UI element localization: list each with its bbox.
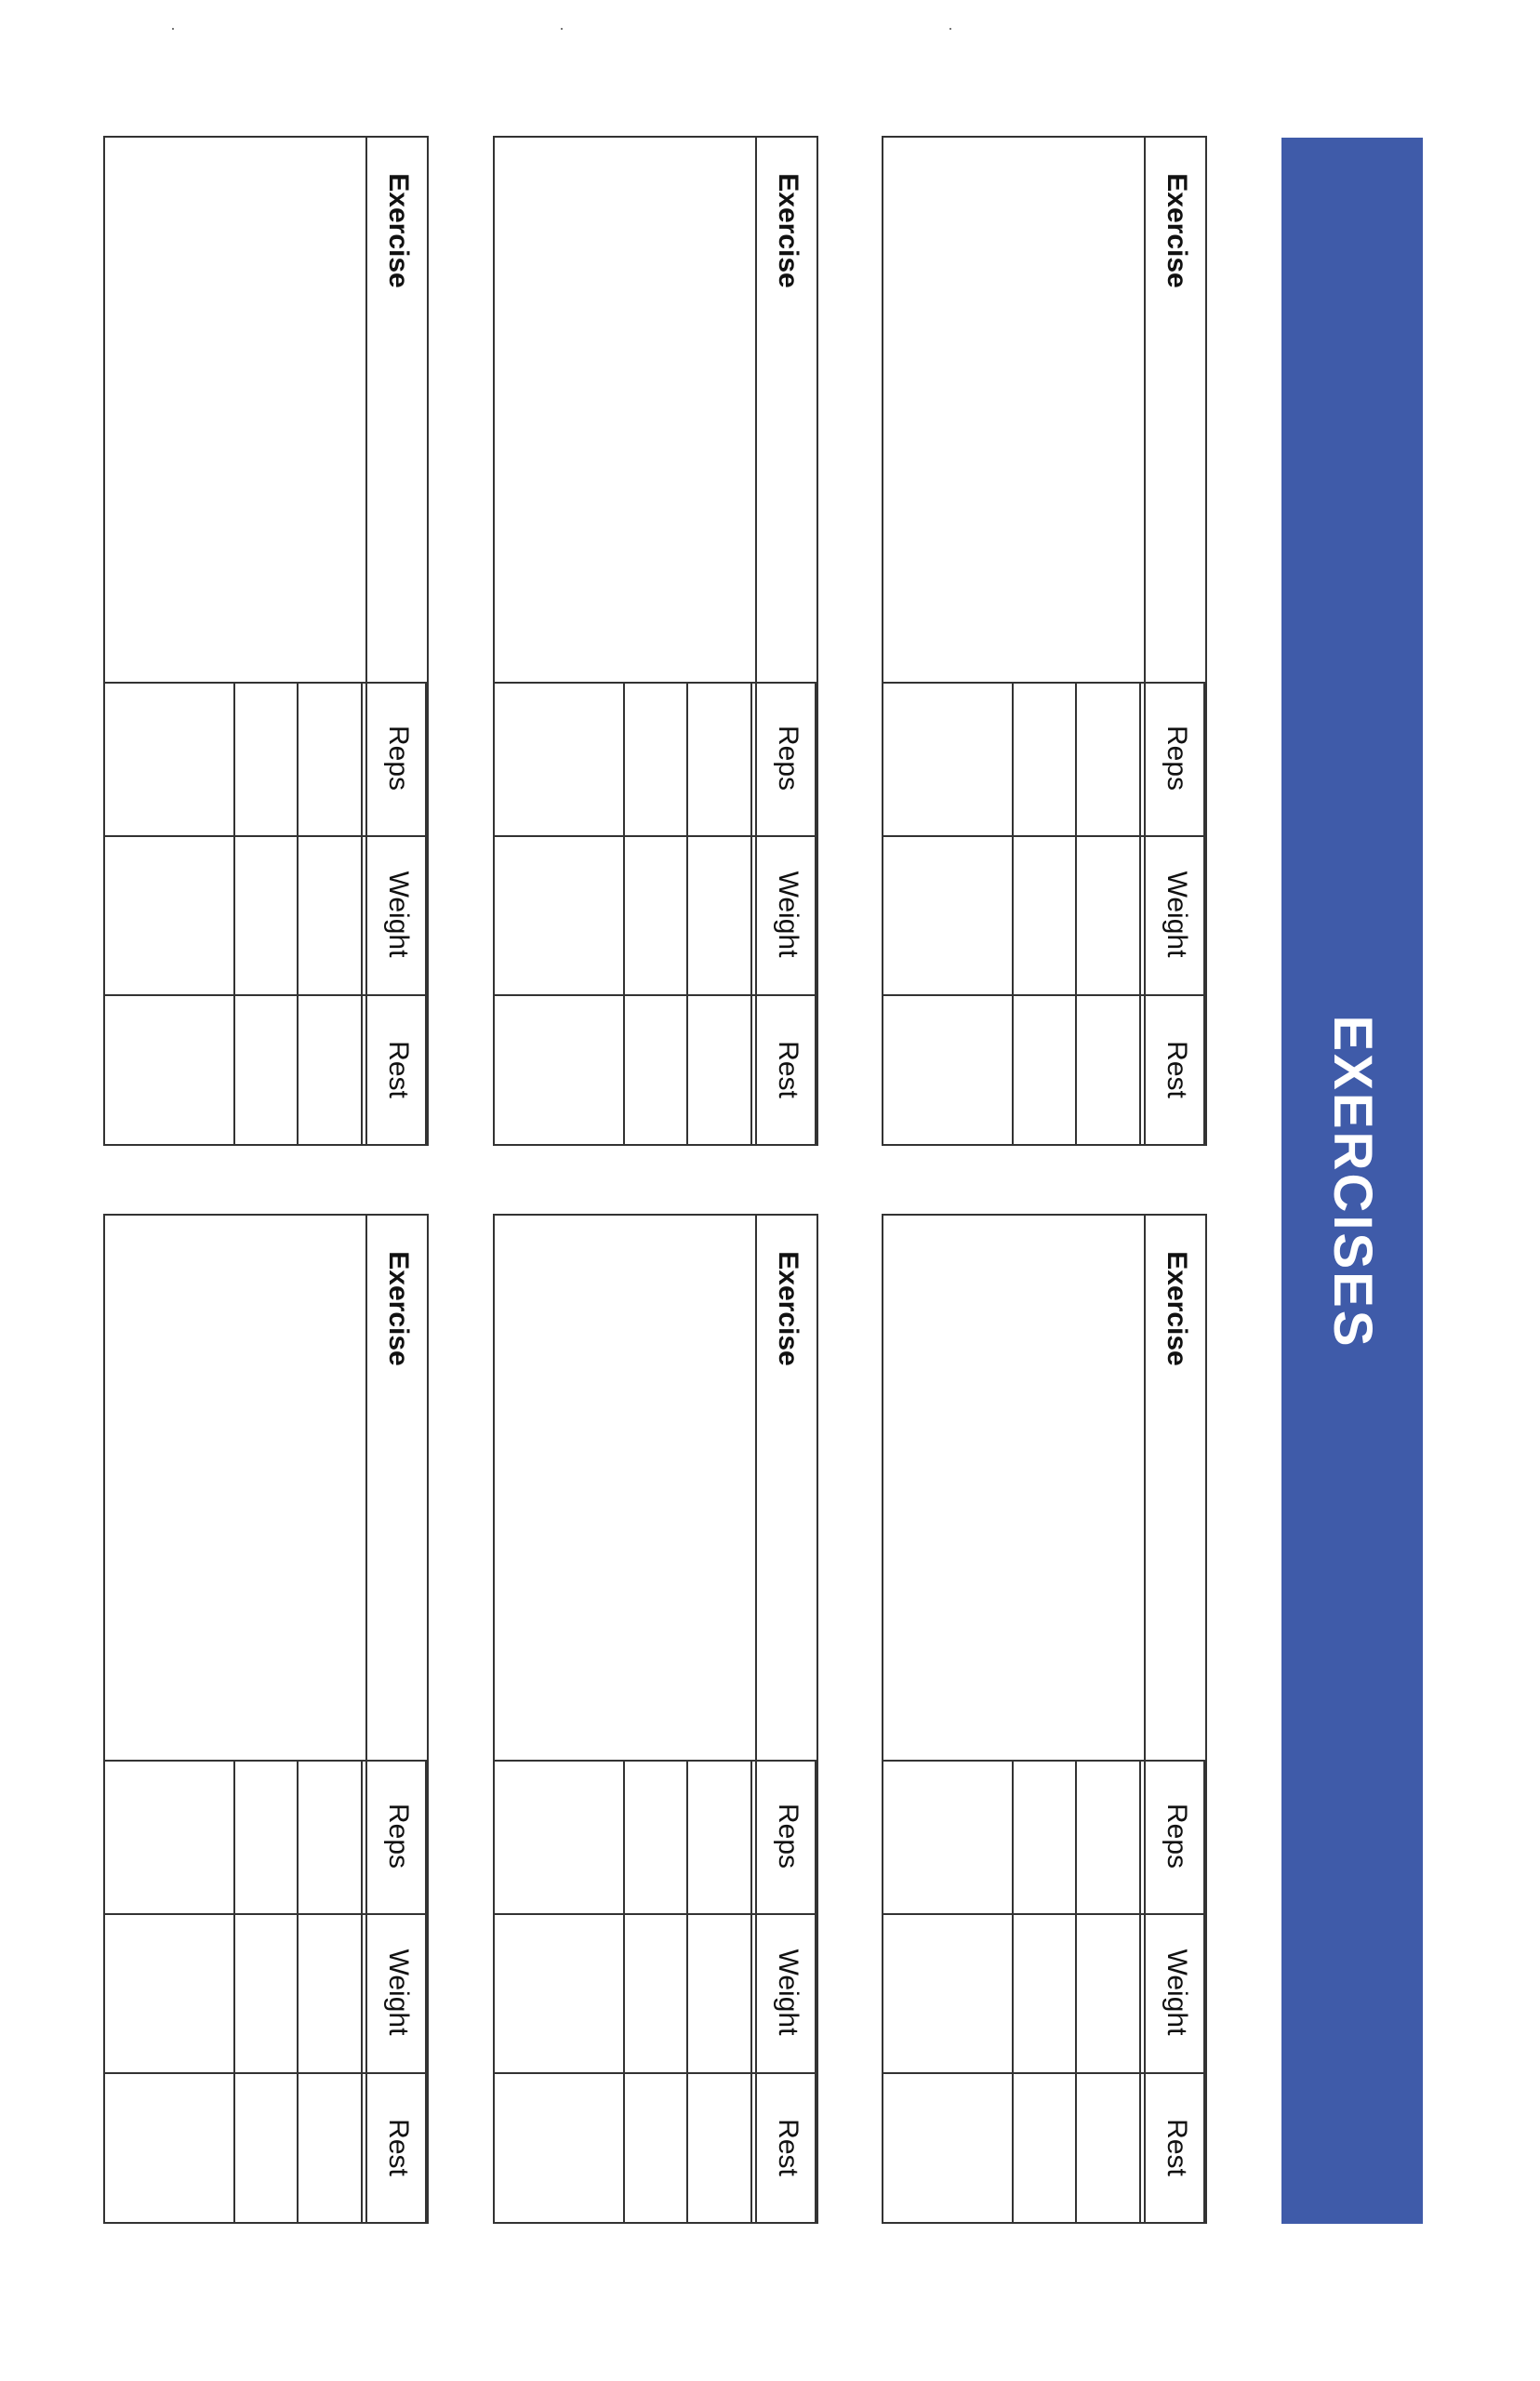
set-weight-cell[interactable] bbox=[299, 1915, 364, 2072]
row-divider bbox=[425, 682, 427, 1144]
set-reps-cell[interactable] bbox=[299, 684, 364, 835]
weight-column-label: Weight bbox=[383, 1949, 414, 2036]
header-divider bbox=[1144, 138, 1146, 1144]
set-reps-cell[interactable] bbox=[689, 684, 753, 835]
row-divider bbox=[425, 1760, 427, 2222]
rest-column-label: Rest bbox=[383, 1041, 414, 1098]
set-weight-cell[interactable] bbox=[1078, 1915, 1142, 2072]
set-reps-cell[interactable] bbox=[625, 684, 689, 835]
set-rest-cell[interactable] bbox=[561, 2074, 625, 2222]
set-weight-cell[interactable] bbox=[1078, 837, 1142, 994]
row-divider bbox=[815, 682, 816, 1144]
exercise-column-label: Exercise bbox=[1162, 1251, 1192, 1366]
set-weight-cell[interactable] bbox=[1014, 1915, 1078, 2072]
set-reps-cell[interactable] bbox=[171, 1762, 235, 1913]
set-reps-cell[interactable] bbox=[235, 684, 299, 835]
set-rest-cell[interactable] bbox=[1078, 996, 1142, 1144]
exercise-card bbox=[103, 1214, 429, 2224]
set-rest-cell[interactable] bbox=[689, 2074, 753, 2222]
set-rest-cell[interactable] bbox=[689, 996, 753, 1144]
exercise-column-label: Exercise bbox=[1162, 173, 1192, 288]
set-rest-cell[interactable] bbox=[235, 996, 299, 1144]
set-reps-cell[interactable] bbox=[625, 1762, 689, 1913]
set-rest-cell[interactable] bbox=[171, 996, 235, 1144]
exercise-name-field[interactable] bbox=[495, 138, 755, 680]
row-divider bbox=[1203, 682, 1205, 1144]
exercise-card bbox=[493, 1214, 818, 2224]
set-rest-cell[interactable] bbox=[1014, 2074, 1078, 2222]
rest-column-label: Rest bbox=[773, 1041, 803, 1098]
reps-column-label: Reps bbox=[383, 1802, 414, 1869]
set-weight-cell[interactable] bbox=[235, 1915, 299, 2072]
rest-column-label: Rest bbox=[383, 2119, 414, 2176]
set-rest-cell[interactable] bbox=[235, 2074, 299, 2222]
set-weight-cell[interactable] bbox=[949, 1915, 1014, 2072]
weight-column-label: Weight bbox=[1162, 871, 1192, 958]
header-divider bbox=[365, 1216, 367, 2222]
weight-column-label: Weight bbox=[773, 1949, 803, 2036]
set-rest-cell[interactable] bbox=[625, 2074, 689, 2222]
header-divider bbox=[755, 138, 757, 1144]
set-reps-cell[interactable] bbox=[1014, 684, 1078, 835]
set-reps-cell[interactable] bbox=[689, 1762, 753, 1913]
header-divider bbox=[365, 138, 367, 1144]
page-title: EXERCISES bbox=[1322, 1015, 1383, 1350]
exercise-card bbox=[882, 136, 1207, 1146]
exercise-card bbox=[493, 136, 818, 1146]
header-divider bbox=[1144, 1216, 1146, 2222]
set-rest-cell[interactable] bbox=[561, 996, 625, 1144]
exercise-card bbox=[882, 1214, 1207, 2224]
set-reps-cell[interactable] bbox=[949, 1762, 1014, 1913]
set-rest-cell[interactable] bbox=[299, 2074, 364, 2222]
weight-column-label: Weight bbox=[383, 871, 414, 958]
exercise-name-field[interactable] bbox=[495, 1216, 755, 1758]
exercise-column-label: Exercise bbox=[383, 173, 414, 288]
set-rest-cell[interactable] bbox=[1014, 996, 1078, 1144]
set-weight-cell[interactable] bbox=[625, 837, 689, 994]
exercise-column-label: Exercise bbox=[773, 1251, 803, 1366]
set-weight-cell[interactable] bbox=[561, 1915, 625, 2072]
set-reps-cell[interactable] bbox=[561, 684, 625, 835]
set-weight-cell[interactable] bbox=[1014, 837, 1078, 994]
reps-column-label: Reps bbox=[383, 725, 414, 791]
set-reps-cell[interactable] bbox=[1014, 1762, 1078, 1913]
set-weight-cell[interactable] bbox=[689, 1915, 753, 2072]
weight-column-label: Weight bbox=[1162, 1949, 1192, 2036]
set-weight-cell[interactable] bbox=[171, 1915, 235, 2072]
set-weight-cell[interactable] bbox=[299, 837, 364, 994]
set-reps-cell[interactable] bbox=[561, 1762, 625, 1913]
set-rest-cell[interactable] bbox=[625, 996, 689, 1144]
reps-column-label: Reps bbox=[773, 725, 803, 791]
set-reps-cell[interactable] bbox=[1078, 684, 1142, 835]
weight-column-label: Weight bbox=[773, 871, 803, 958]
rest-column-label: Rest bbox=[1162, 2119, 1192, 2176]
exercise-name-field[interactable] bbox=[883, 138, 1144, 680]
set-weight-cell[interactable] bbox=[689, 837, 753, 994]
set-rest-cell[interactable] bbox=[299, 996, 364, 1144]
set-rest-cell[interactable] bbox=[949, 996, 1014, 1144]
rest-column-label: Rest bbox=[1162, 1041, 1192, 1098]
crop-mark bbox=[172, 28, 174, 30]
exercise-column-label: Exercise bbox=[773, 173, 803, 288]
set-weight-cell[interactable] bbox=[949, 837, 1014, 994]
set-reps-cell[interactable] bbox=[949, 684, 1014, 835]
row-divider bbox=[815, 1760, 816, 2222]
set-reps-cell[interactable] bbox=[299, 1762, 364, 1913]
set-weight-cell[interactable] bbox=[171, 837, 235, 994]
set-rest-cell[interactable] bbox=[949, 2074, 1014, 2222]
crop-mark bbox=[949, 28, 951, 30]
reps-column-label: Reps bbox=[1162, 725, 1192, 791]
rest-column-label: Rest bbox=[773, 2119, 803, 2176]
exercise-column-label: Exercise bbox=[383, 1251, 414, 1366]
exercise-name-field[interactable] bbox=[105, 138, 365, 680]
reps-column-label: Reps bbox=[1162, 1802, 1192, 1869]
exercise-name-field[interactable] bbox=[883, 1216, 1144, 1758]
set-rest-cell[interactable] bbox=[1078, 2074, 1142, 2222]
exercise-card bbox=[103, 136, 429, 1146]
set-reps-cell[interactable] bbox=[171, 684, 235, 835]
exercise-name-field[interactable] bbox=[105, 1216, 365, 1758]
set-weight-cell[interactable] bbox=[561, 837, 625, 994]
set-reps-cell[interactable] bbox=[235, 1762, 299, 1913]
row-divider bbox=[1203, 1760, 1205, 2222]
set-reps-cell[interactable] bbox=[1078, 1762, 1142, 1913]
set-rest-cell[interactable] bbox=[171, 2074, 235, 2222]
reps-column-label: Reps bbox=[773, 1802, 803, 1869]
set-weight-cell[interactable] bbox=[235, 837, 299, 994]
crop-mark bbox=[561, 28, 563, 30]
set-weight-cell[interactable] bbox=[625, 1915, 689, 2072]
header-divider bbox=[755, 1216, 757, 2222]
